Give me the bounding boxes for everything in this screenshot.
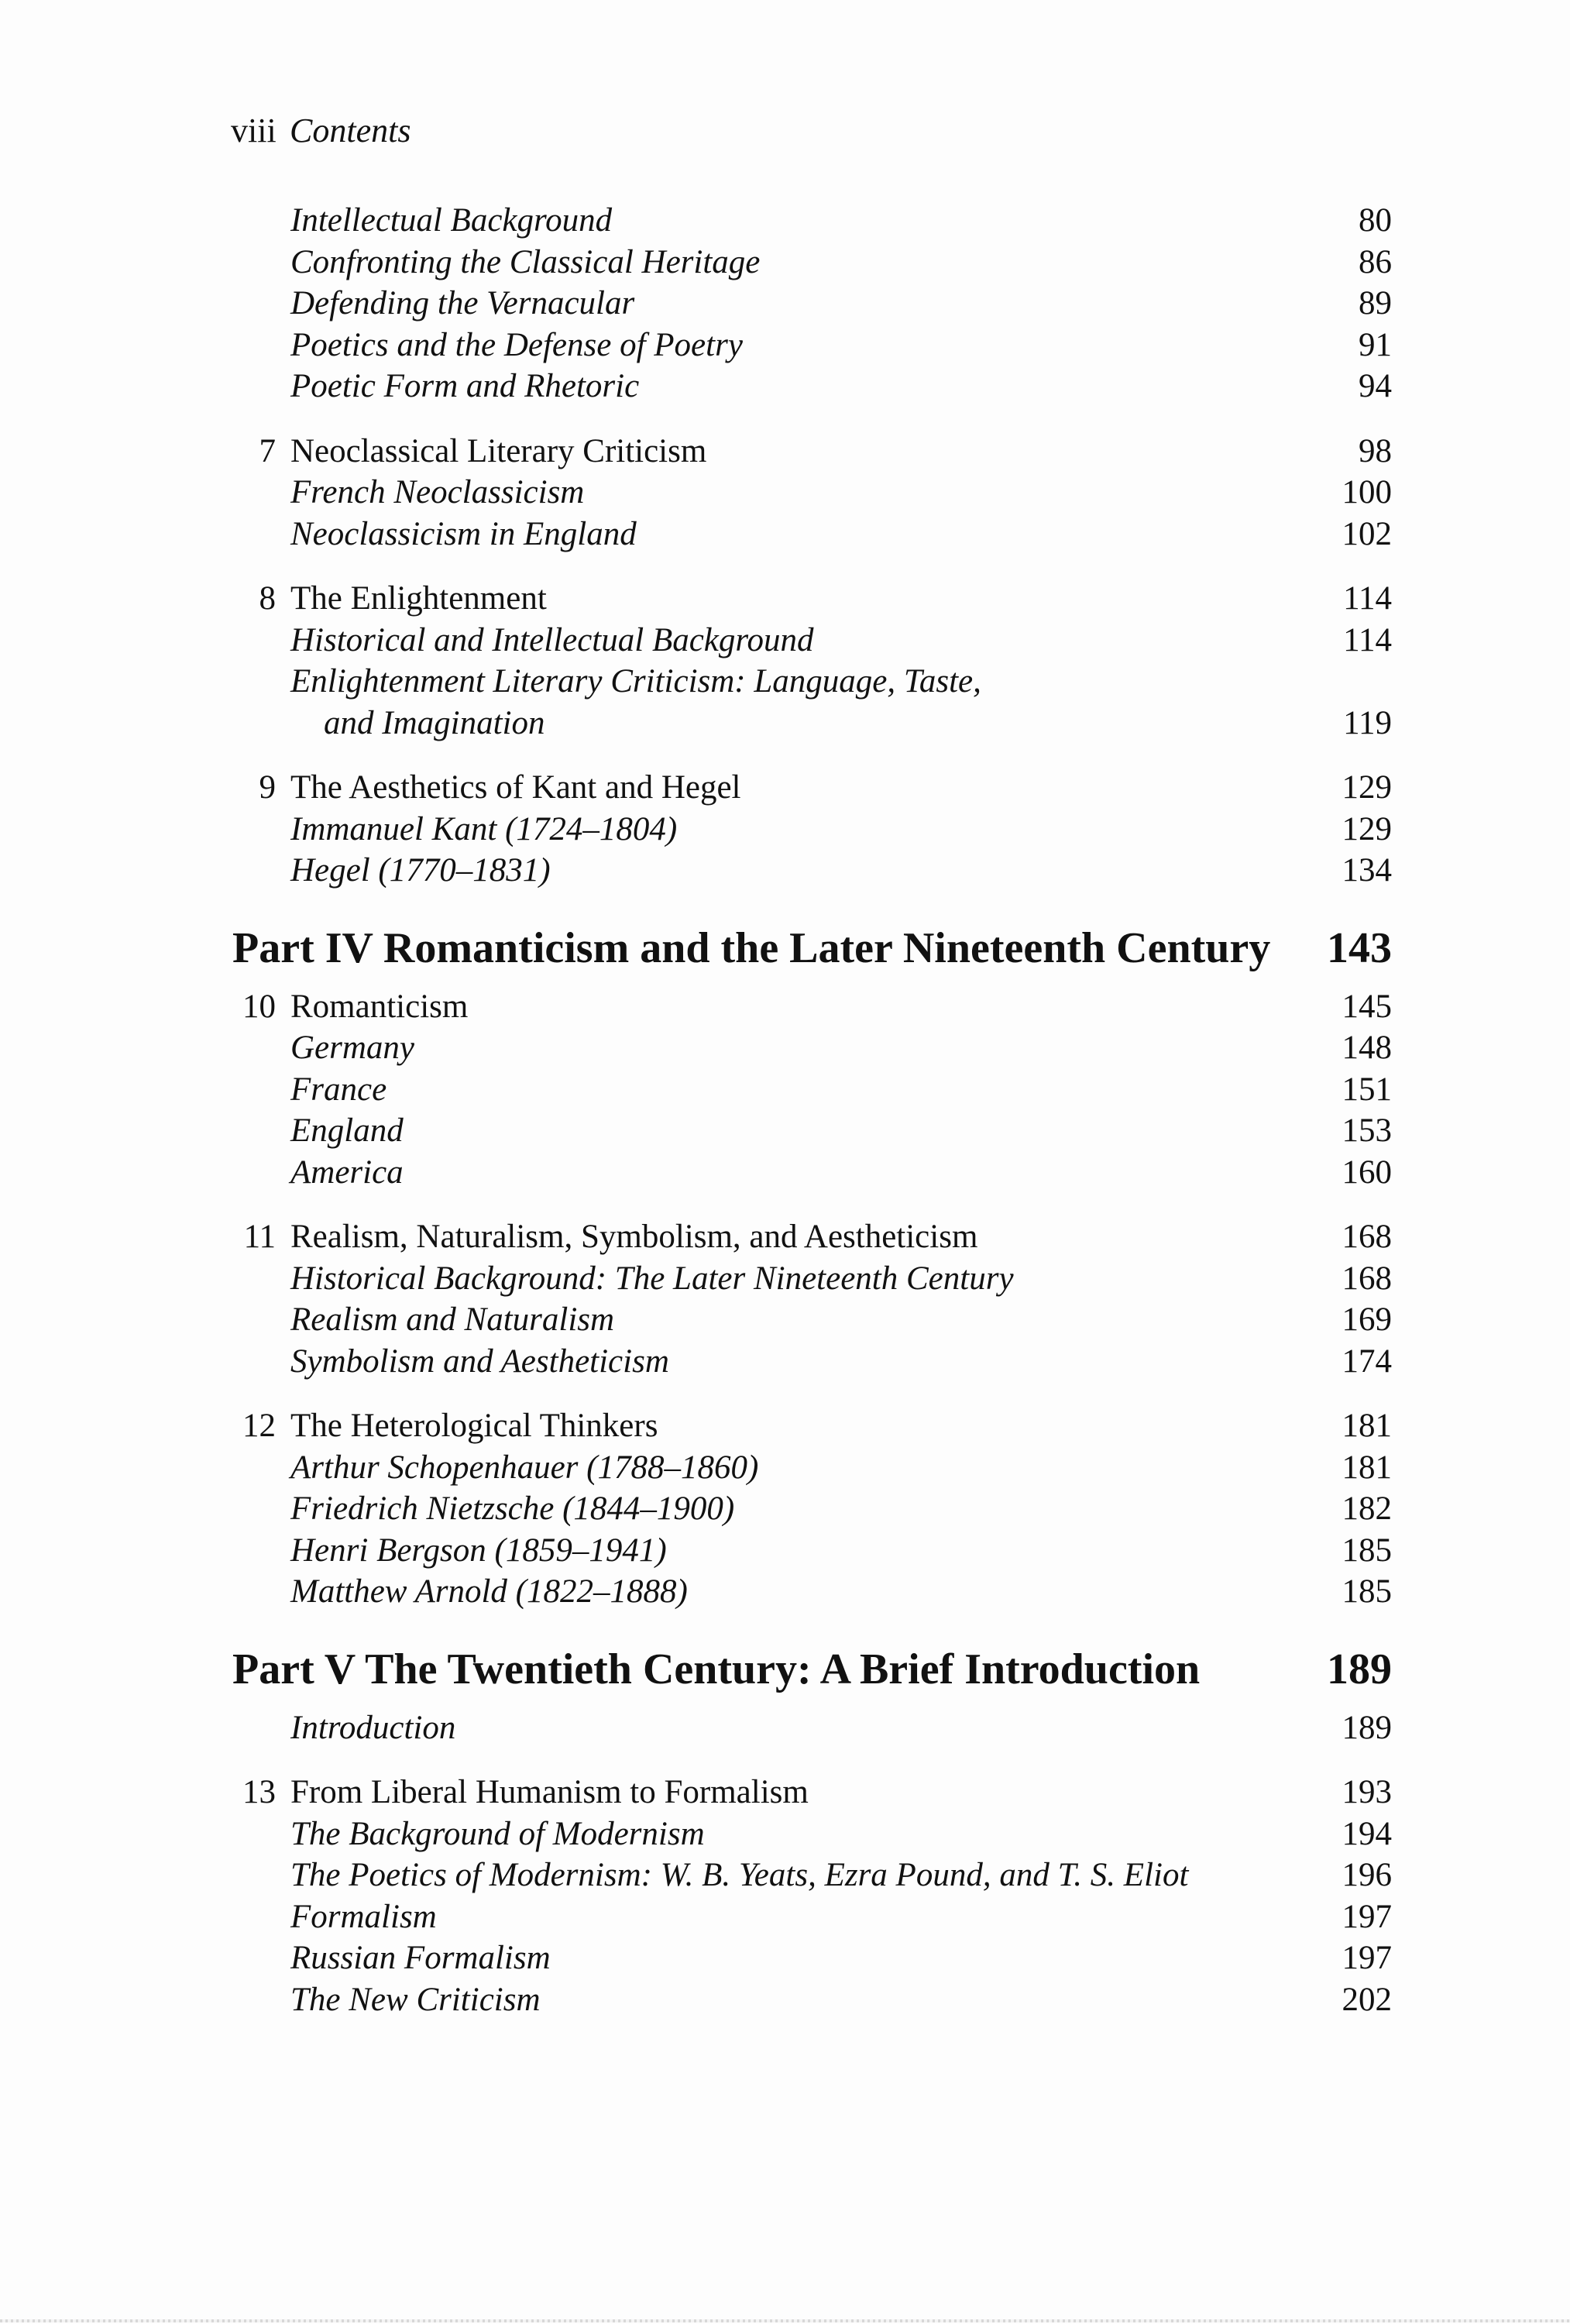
page-folio: viii [231,112,277,150]
toc-section-entry[interactable] [232,809,1392,851]
part-title: Part IV Romanticism and the Later Nineteenth Century [232,923,1271,972]
entry-title: Poetic Form and Rhetoric [290,368,640,404]
toc-section-entry[interactable] [232,366,1392,407]
entry-page-number: 182 [1342,1490,1392,1527]
toc-section-entry[interactable] [232,850,1392,892]
toc-section-entry[interactable] [232,1110,1392,1152]
entry-page-number: 197 [1342,1940,1392,1976]
entry-title: Realism and Naturalism [290,1301,615,1338]
chapter-number: 13 [242,1774,276,1810]
toc-chapter-group [232,200,1392,407]
toc-chapter-group [232,1772,1392,2020]
entry-title: Romanticism [290,988,469,1025]
entry-page-number: 98 [1359,432,1392,469]
toc-section-entry[interactable] [232,1027,1392,1069]
entry-title: The Enlightenment [290,580,547,617]
entry-page-number: 168 [1342,1260,1392,1297]
toc-section-entry[interactable] [232,1152,1392,1194]
entry-title: The Poetics of Modernism: W. B. Yeats, Ezra Pound, and T. S. Eliot [290,1857,1189,1893]
entry-page-number: 134 [1342,852,1392,889]
toc-chapter-entry[interactable] [232,767,1392,809]
entry-page-number: 189 [1342,1709,1392,1746]
entry-title: The Background of Modernism [290,1815,705,1852]
toc-section-entry[interactable] [232,325,1392,366]
entry-title: Introduction [290,1709,456,1746]
toc-chapter-entry[interactable] [232,1405,1392,1447]
entry-page-number: 119 [1343,704,1392,741]
toc-chapter-group [232,1405,1392,1613]
table-of-contents [232,200,1392,2020]
toc-section-entry[interactable] [232,200,1392,242]
entry-page-number: 114 [1343,621,1392,658]
toc-section-entry[interactable] [232,661,1392,703]
entry-title: Historical and Intellectual Background [290,621,814,658]
toc-chapter-entry[interactable] [232,431,1392,473]
toc-section-entry[interactable] [232,1707,1392,1749]
chapter-number: 8 [259,580,276,617]
entry-page-number: 145 [1342,988,1392,1025]
toc-chapter-group [232,1707,1392,1749]
toc-chapter-entry[interactable] [232,578,1392,620]
toc-chapter-group [232,431,1392,555]
entry-page-number: 174 [1342,1342,1392,1380]
entry-page-number: 102 [1342,515,1392,552]
toc-section-entry[interactable] [232,620,1392,662]
part-heading[interactable] [232,1642,1392,1697]
entry-title: Realism, Naturalism, Symbolism, and Aestheticism [290,1219,978,1255]
toc-section-entry[interactable] [232,472,1392,514]
entry-title: Germany [290,1030,415,1066]
part-title: Part V The Twentieth Century: A Brief Introduction [232,1645,1201,1693]
entry-page-number: 100 [1342,474,1392,511]
entry-page-number: 89 [1359,285,1392,321]
entry-title: The Heterological Thinkers [290,1408,658,1444]
toc-chapter-group [232,578,1392,744]
entry-page-number: 194 [1342,1815,1392,1852]
entry-page-number: 91 [1359,326,1392,363]
entry-page-number: 129 [1342,769,1392,806]
part-heading[interactable] [232,921,1392,975]
entry-title: Neoclassicism in England [290,515,637,552]
toc-section-entry[interactable] [232,514,1392,555]
toc-chapter-group [232,767,1392,892]
entry-title: French Neoclassicism [290,474,585,511]
entry-title: Confronting the Classical Heritage [290,243,761,280]
toc-section-entry[interactable] [232,1341,1392,1383]
entry-title: From Liberal Humanism to Formalism [290,1774,809,1810]
entry-page-number: 197 [1342,1898,1392,1935]
toc-section-entry[interactable] [232,242,1392,284]
entry-title: The Aesthetics of Kant and Hegel [290,769,741,806]
entry-page-number: 196 [1342,1857,1392,1893]
toc-section-entry[interactable] [232,1488,1392,1530]
entry-title: Historical Background: The Later Nineteenth Century [290,1260,1014,1297]
entry-title: England [290,1112,404,1149]
toc-section-entry[interactable] [232,1813,1392,1855]
entry-page-number: 185 [1342,1532,1392,1569]
part-page-number: 143 [1327,923,1392,972]
toc-section-entry[interactable] [232,1896,1392,1938]
toc-chapter-entry[interactable] [232,1216,1392,1258]
entry-title: Hegel (1770–1831) [290,852,551,889]
toc-section-entry[interactable] [232,1979,1392,2021]
entry-title: America [290,1153,404,1191]
entry-page-number: 160 [1342,1153,1392,1191]
running-head-title: Contents [290,112,411,150]
toc-entry-continuation[interactable] [232,703,1392,744]
entry-title: Immanuel Kant (1724–1804) [290,810,678,847]
entry-page-number: 168 [1342,1219,1392,1255]
toc-section-entry[interactable] [232,1258,1392,1300]
entry-page-number: 94 [1359,368,1392,404]
entry-title: Intellectual Background [290,202,613,239]
toc-section-entry[interactable] [232,1299,1392,1341]
toc-chapter-group [232,1216,1392,1382]
toc-section-entry[interactable] [232,1069,1392,1111]
toc-section-entry[interactable] [232,1571,1392,1613]
entry-page-number: 148 [1342,1030,1392,1066]
toc-chapter-entry[interactable] [232,986,1392,1028]
entry-title: Defending the Vernacular [290,285,635,321]
entry-title: Russian Formalism [290,1940,551,1976]
entry-page-number: 181 [1342,1408,1392,1444]
entry-title: The New Criticism [290,1981,541,2018]
entry-title: and Imagination [324,704,545,741]
entry-title: Neoclassical Literary Criticism [290,432,707,469]
entry-page-number: 86 [1359,243,1392,280]
entry-page-number: 153 [1342,1112,1392,1149]
entry-page-number: 129 [1342,810,1392,847]
entry-page-number: 181 [1342,1449,1392,1486]
entry-title: Henri Bergson (1859–1941) [290,1532,667,1569]
scan-edge-divider [0,2319,1570,2322]
chapter-number: 9 [259,769,276,806]
part-page-number: 189 [1327,1645,1392,1693]
entry-page-number: 202 [1342,1981,1392,2018]
toc-section-entry[interactable] [232,1530,1392,1572]
entry-title: Symbolism and Aestheticism [290,1342,669,1380]
entry-page-number: 114 [1343,580,1392,617]
entry-page-number: 80 [1359,202,1392,239]
toc-chapter-entry[interactable] [232,1772,1392,1813]
chapter-number: 10 [242,988,276,1025]
entry-page-number: 151 [1342,1071,1392,1108]
toc-section-entry[interactable] [232,1937,1392,1979]
toc-section-entry[interactable] [232,1447,1392,1489]
chapter-number: 12 [242,1408,276,1444]
entry-title: Enlightenment Literary Criticism: Language, Taste, [290,663,981,700]
entry-page-number: 193 [1342,1774,1392,1810]
entry-title: Arthur Schopenhauer (1788–1860) [290,1449,759,1486]
entry-title: Matthew Arnold (1822–1888) [290,1573,688,1610]
chapter-number: 11 [243,1219,276,1255]
running-head [231,110,411,151]
entry-title: France [290,1071,387,1108]
toc-section-entry[interactable] [232,1855,1392,1896]
entry-title: Friedrich Nietzsche (1844–1900) [290,1490,735,1527]
toc-section-entry[interactable] [232,283,1392,325]
chapter-number: 7 [259,432,276,469]
toc-chapter-group [232,986,1392,1194]
entry-page-number: 169 [1342,1301,1392,1338]
entry-page-number: 185 [1342,1573,1392,1610]
entry-title: Formalism [290,1898,437,1935]
entry-title: Poetics and the Defense of Poetry [290,326,743,363]
